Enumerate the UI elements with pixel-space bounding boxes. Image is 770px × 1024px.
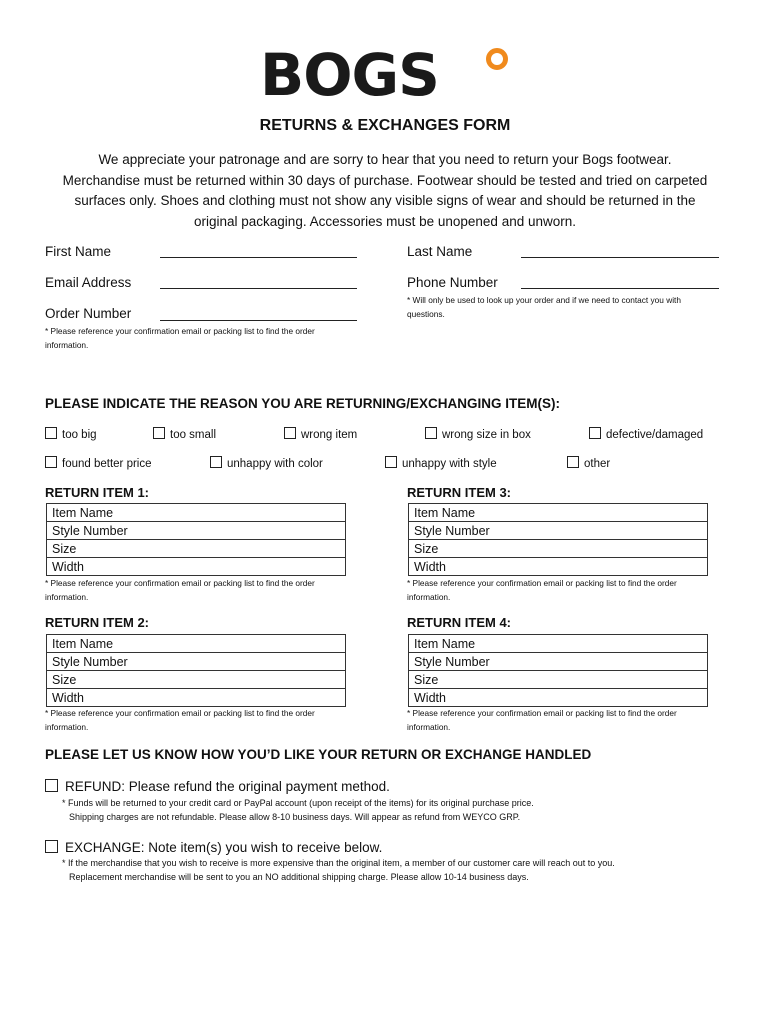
item-name-cell[interactable]: Item Name (47, 504, 346, 522)
option-label: defective/damaged (606, 429, 704, 441)
return-item-4-note (407, 707, 677, 734)
reason-wrong-size[interactable] (425, 427, 531, 441)
note-line: information. (45, 591, 89, 602)
checkbox-icon[interactable] (210, 456, 222, 468)
intro-line: original packaging. Accessories must be unopened and unworn. (194, 213, 576, 229)
email-field[interactable] (160, 288, 357, 289)
return-item-1-table (46, 503, 346, 576)
option-label: wrong item (301, 429, 358, 441)
return-item-4-table (408, 634, 708, 707)
return-item-3-title: RETURN ITEM 3: (407, 485, 511, 500)
refund-option[interactable] (45, 779, 390, 794)
option-label: too big (62, 429, 97, 441)
return-item-2-title: RETURN ITEM 2: (45, 615, 149, 630)
exchange-label: EXCHANGE: Note item(s) you wish to receive below. (65, 840, 383, 855)
option-label: too small (170, 429, 217, 441)
logo-wordmark: BOGS (260, 41, 439, 109)
option-label: unhappy with style (402, 458, 497, 470)
last-name-field[interactable] (521, 257, 719, 258)
intro-line: surfaces only. Shoes and clothing must not show any visible signs of wear and should be returned in the (74, 193, 696, 208)
form-title: RETURNS & EXCHANGES FORM (259, 117, 511, 134)
first-name-label: First Name (45, 244, 112, 259)
reason-other[interactable] (567, 456, 610, 470)
note-line: * Please reference your confirmation email or packing list to find the order (407, 578, 677, 588)
checkbox-icon[interactable] (567, 456, 579, 468)
style-number-cell[interactable]: Style Number (47, 522, 346, 540)
checkbox-icon[interactable] (153, 427, 165, 439)
return-item-2-table (46, 634, 346, 707)
size-cell[interactable]: Size (409, 540, 708, 558)
reason-heading: PLEASE INDICATE THE REASON YOU ARE RETURNING/EXCHANGING ITEM(S): (45, 396, 561, 411)
note-line: information. (407, 721, 451, 732)
checkbox-icon[interactable] (425, 427, 437, 439)
note-line: * Will only be used to look up your order and if we need to contact you with (407, 295, 681, 305)
reason-wrong-item[interactable] (284, 427, 357, 441)
width-cell[interactable]: Width (47, 689, 346, 707)
note-line: * Please reference your confirmation email or packing list to find the order (45, 326, 315, 336)
refund-note (62, 797, 534, 824)
email-label: Email Address (45, 275, 132, 290)
reason-defective[interactable] (589, 427, 703, 441)
size-cell[interactable]: Size (47, 540, 346, 558)
reason-too-small[interactable] (153, 427, 216, 441)
checkbox-icon[interactable] (45, 840, 58, 853)
exchange-note (62, 857, 615, 884)
option-label: found better price (62, 458, 152, 470)
note-line: Replacement merchandise will be sent to you an NO additional shipping charge. Please allow 10-14 business days. (69, 871, 529, 882)
item-name-cell[interactable]: Item Name (409, 635, 708, 653)
width-cell[interactable]: Width (47, 558, 346, 576)
return-item-3-note (407, 577, 677, 604)
intro-text (40, 150, 730, 232)
phone-note (407, 294, 681, 321)
handling-heading: PLEASE LET US KNOW HOW YOU’D LIKE YOUR RETURN OR EXCHANGE HANDLED (45, 747, 592, 762)
intro-line: Merchandise must be returned within 30 days of purchase. Footwear should be tested and tried on carpeted (62, 172, 708, 188)
note-line: * Please reference your confirmation email or packing list to find the order (45, 708, 315, 718)
note-line: * If the merchandise that you wish to receive is more expensive than the original item, a member of our customer care will reach out to you. (62, 858, 615, 868)
checkbox-icon[interactable] (45, 779, 58, 792)
checkbox-icon[interactable] (45, 456, 57, 468)
first-name-field[interactable] (160, 257, 357, 258)
return-item-1-note (45, 577, 315, 604)
size-cell[interactable]: Size (409, 671, 708, 689)
bogs-logo (260, 41, 512, 109)
option-label: wrong size in box (442, 429, 531, 441)
reason-color[interactable] (210, 456, 323, 470)
note-line: information. (407, 591, 451, 602)
width-cell[interactable]: Width (409, 558, 708, 576)
checkbox-icon[interactable] (284, 427, 296, 439)
option-label: unhappy with color (227, 458, 323, 470)
item-name-cell[interactable]: Item Name (47, 635, 346, 653)
return-item-1-title: RETURN ITEM 1: (45, 485, 149, 500)
last-name-label: Last Name (407, 244, 473, 259)
order-note (45, 325, 315, 352)
return-item-4-title: RETURN ITEM 4: (407, 615, 511, 630)
exchange-option[interactable] (45, 840, 382, 855)
width-cell[interactable]: Width (409, 689, 708, 707)
return-item-2-note (45, 707, 315, 734)
style-number-cell[interactable]: Style Number (409, 653, 708, 671)
checkbox-icon[interactable] (589, 427, 601, 439)
checkbox-icon[interactable] (45, 427, 57, 439)
return-item-3-table (408, 503, 708, 576)
note-line: information. (45, 721, 89, 732)
note-line: Shipping charges are not refundable. Please allow 8-10 business days. Will appear as refund from WEYCO GRP. (69, 811, 521, 822)
item-name-cell[interactable]: Item Name (409, 504, 708, 522)
order-number-label: Order Number (45, 306, 132, 321)
checkbox-icon[interactable] (385, 456, 397, 468)
option-label: other (584, 458, 611, 470)
reason-better-price[interactable] (45, 456, 152, 470)
intro-line: We appreciate your patronage and are sorry to hear that you need to return your Bogs footwear. (98, 152, 672, 167)
refund-label: REFUND: Please refund the original payment method. (65, 779, 390, 794)
reason-too-big[interactable] (45, 427, 97, 441)
reason-style[interactable] (385, 456, 497, 470)
note-line: * Please reference your confirmation email or packing list to find the order (45, 578, 315, 588)
note-line: * Please reference your confirmation email or packing list to find the order (407, 708, 677, 718)
phone-field[interactable] (521, 288, 719, 289)
style-number-cell[interactable]: Style Number (409, 522, 708, 540)
logo-ring-icon (486, 48, 508, 70)
note-line: questions. (407, 308, 445, 319)
note-line: * Funds will be returned to your credit card or PayPal account (upon receipt of the items) for its original purchase price. (62, 798, 534, 808)
order-number-field[interactable] (160, 320, 357, 321)
note-line: information. (45, 339, 89, 350)
size-cell[interactable]: Size (47, 671, 346, 689)
style-number-cell[interactable]: Style Number (47, 653, 346, 671)
phone-label: Phone Number (407, 275, 498, 290)
